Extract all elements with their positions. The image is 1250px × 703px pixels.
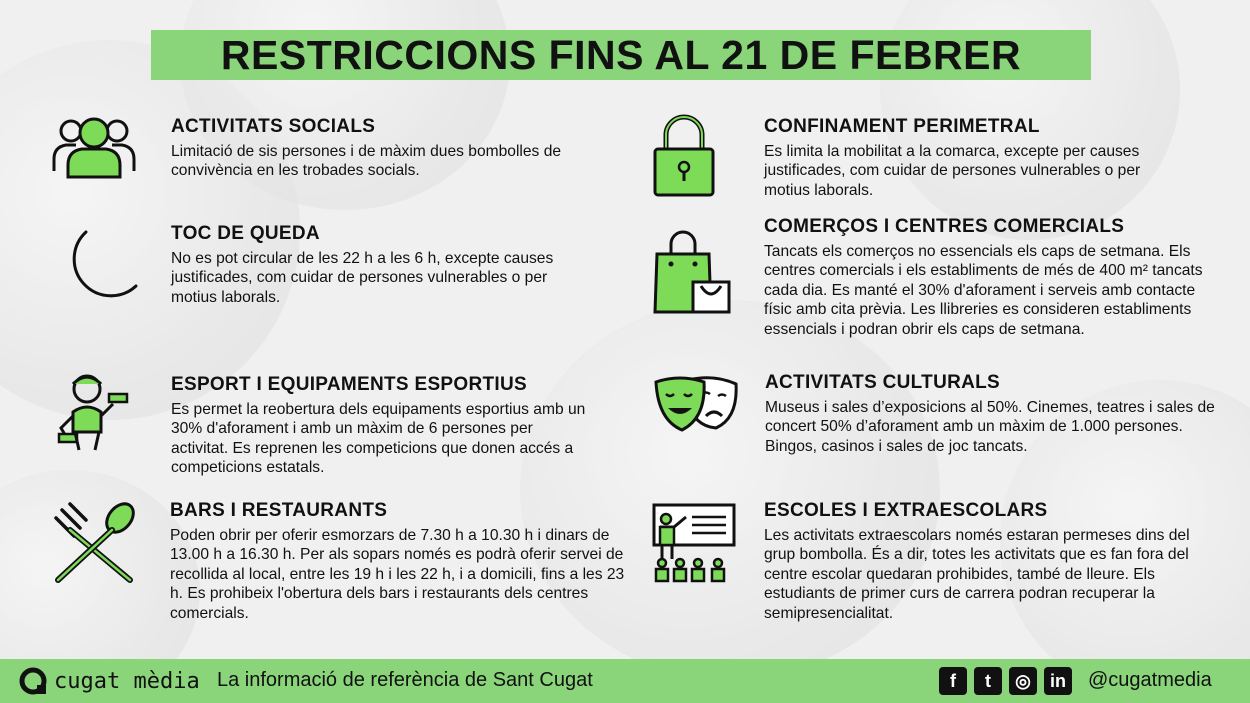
section-heading: COMERÇOS I CENTRES COMERCIALS <box>764 216 1125 237</box>
section-heading: ESCOLES I EXTRAESCOLARS <box>764 500 1048 521</box>
section-esport <box>171 374 591 478</box>
fork-spoon-icon <box>52 500 136 584</box>
section-text: Museus i sales d’exposicions al 50%. Cinemes, teatres i sales de concert 50% d’aforament amb un màxim de 1.000 persones. Bingos, casinos i sales de joc tancats. <box>765 399 1215 455</box>
section-heading: ACTIVITATS SOCIALS <box>171 116 376 137</box>
section-culturals <box>765 372 1220 456</box>
page-title: RESTRICCIONS FINS AL 21 DE FEBRER <box>151 30 1091 80</box>
section-heading: ACTIVITATS CULTURALS <box>765 372 1001 393</box>
section-bars <box>170 500 630 623</box>
athlete-icon <box>53 372 131 452</box>
linkedin-icon[interactable]: in <box>1044 667 1072 695</box>
instagram-icon[interactable]: ◎ <box>1009 667 1037 695</box>
brand-logo[interactable] <box>18 666 200 696</box>
moon-icon <box>60 228 140 306</box>
social-links <box>939 667 1072 695</box>
section-text: Es permet la reobertura dels equipaments esportius amb un 30% d'aforament i amb un màxim de 6 persones per activitat. Es reprenen les competicions que donen accés a competicions estatals. <box>171 401 586 477</box>
classroom-icon <box>652 503 736 583</box>
section-activitats-socials <box>171 116 611 181</box>
section-text: Les activitats extraescolars només estaran permeses dins del grup bombolla. És a dir, totes les activitats que es fan fora del centre escolar quedaran prohibides, també de lleure. Els estudiants de primer curs de carrera podran recuperar la semipresencialitat. <box>764 527 1190 622</box>
section-text: No es pot circular de les 22 h a les 6 h, excepte causes justificades, com cuidar de persones vulnerables o per motius laborals. <box>171 250 554 306</box>
padlock-icon <box>652 113 716 197</box>
theater-masks-icon <box>654 374 740 432</box>
section-escoles <box>764 500 1214 623</box>
section-comercos <box>764 216 1204 339</box>
social-handle[interactable]: @cugatmedia <box>1088 669 1212 691</box>
section-text: Tancats els comerços no essencials els caps de setmana. Els centres comercials i els establiments de més de 400 m² tancats cada dia. Es manté el 30% d'aforament i serveis amb contacte físic amb cita prèvia. Les llibreries es consideren establiments essencials i podran obrir els caps de setmana. <box>764 243 1203 338</box>
twitter-icon[interactable]: t <box>974 667 1002 695</box>
section-text: Limitació de sis persones i de màxim dues bombolles de convivència en les trobades socials. <box>171 143 562 180</box>
section-heading: TOC DE QUEDA <box>171 223 320 244</box>
tagline: La informació de referència de Sant Cugat <box>217 669 593 691</box>
section-heading: CONFINAMENT PERIMETRAL <box>764 116 1040 137</box>
brand-name: cugat mèdia <box>54 668 200 694</box>
section-text: Es limita la mobilitat a la comarca, excepte per causes justificades, com cuidar de persones vulnerables o per motius laborals. <box>764 143 1141 199</box>
cugat-logo-icon <box>18 666 48 696</box>
section-toc-de-queda <box>171 223 561 307</box>
section-confinament <box>764 116 1184 200</box>
facebook-icon[interactable]: f <box>939 667 967 695</box>
footer-bar <box>0 659 1250 703</box>
people-icon <box>52 115 136 179</box>
section-heading: ESPORT I EQUIPAMENTS ESPORTIUS <box>171 374 527 395</box>
section-text: Poden obrir per oferir esmorzars de 7.30 h a 10.30 h i dinars de 13.00 h a 16.30 h. Per als sopars només es podrà oferir servei de recollida al local, entre les 19 h i les 22 h, i a domicili, fins a les 23 h. Es prohibeix l'obertura dels bars i restaurants dels centres comercials. <box>170 527 625 622</box>
section-heading: BARS I RESTAURANTS <box>170 500 388 521</box>
shopping-bags-icon <box>653 230 733 314</box>
